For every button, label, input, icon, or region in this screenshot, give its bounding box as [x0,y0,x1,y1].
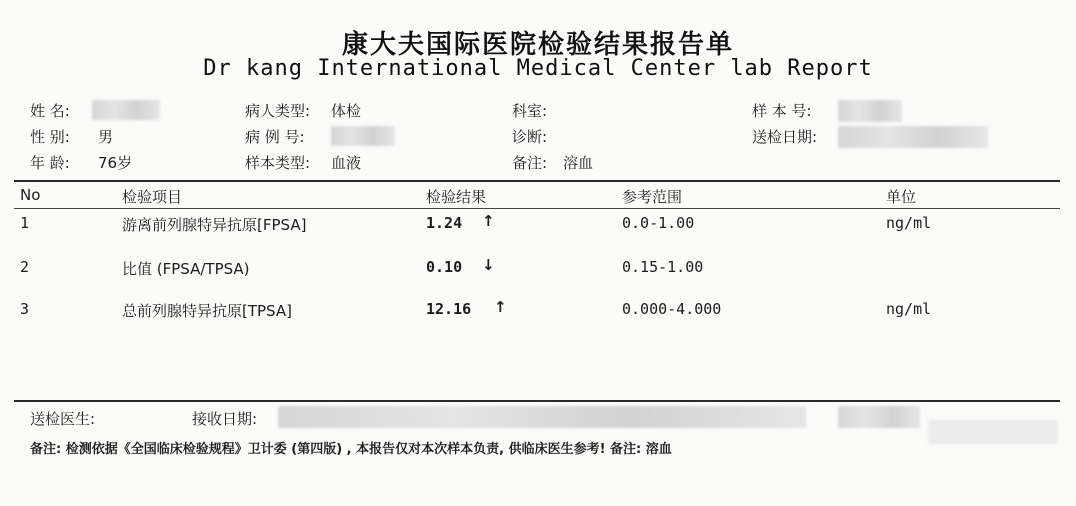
down-arrow-icon: ↓ [482,256,495,274]
table-row-result: 0.10 [426,258,463,276]
receive-date-redacted [278,406,806,428]
send-date-redacted [838,126,988,148]
case-no-redacted [331,126,395,146]
gender-value: 男 [98,128,114,146]
table-row-no: 1 [20,214,30,232]
table-row-item: 总前列腺特异抗原[TPSA] [122,302,292,320]
report-title-cn: 康大夫国际医院检验结果报告单 [341,30,734,60]
table-row-item: 比值 (FPSA/TPSA) [122,260,250,278]
diagnosis-label: 诊断: [512,128,548,146]
table-top-rule [14,180,1060,182]
report-title-en: Dr kang International Medical Center lab Report [203,56,873,81]
col-header-range: 参考范围 [622,188,683,206]
table-row-no: 3 [20,300,30,318]
up-arrow-icon: ↑ [494,298,507,316]
age-value: 76岁 [98,154,133,172]
footer-note: 备注: 检测依据《全国临床检验规程》卫计委 (第四版) , 本报告仅对本次样本负责, 供临床医生参考! 备注: 溶血 [30,442,672,457]
table-row-unit: ng/ml [886,214,932,232]
footer-redacted-right [928,420,1058,444]
footer-redacted [838,406,920,428]
table-row-item: 游离前列腺特异抗原[FPSA] [122,216,307,234]
table-row-result: 12.16 [426,300,472,318]
patient-type-label: 病人类型: [245,102,311,120]
age-label: 年 龄: [30,154,70,172]
name-redacted [92,100,160,120]
table-row-range: 0.000-4.000 [622,300,722,318]
send-date-label: 送检日期: [752,128,818,146]
table-row-result: 1.24 [426,214,463,232]
up-arrow-icon: ↑ [482,212,495,230]
receive-date-label: 接收日期: [192,410,258,428]
patient-type-value: 体检 [331,102,362,120]
col-header-unit: 单位 [886,188,917,206]
gender-label: 性 别: [30,128,70,146]
col-header-item: 检验项目 [122,188,183,206]
case-no-label: 病 例 号: [245,128,305,146]
sample-type-value: 血液 [331,154,362,172]
remark-value: 溶血 [563,154,594,172]
table-bottom-rule [14,400,1060,402]
sample-type-label: 样本类型: [245,154,311,172]
dept-label: 科室: [512,102,548,120]
table-row-range: 0.0-1.00 [622,214,695,232]
table-row-range: 0.15-1.00 [622,258,704,276]
name-label: 姓 名: [30,102,70,120]
col-header-result: 检验结果 [426,188,487,206]
table-row-unit: ng/ml [886,300,932,318]
col-header-no: No [20,186,41,204]
sample-no-label: 样 本 号: [752,102,812,120]
table-header-rule [14,208,1060,209]
remark-label: 备注: [512,154,548,172]
doctor-label: 送检医生: [30,410,96,428]
sample-no-redacted [838,100,902,122]
table-row-no: 2 [20,258,30,276]
